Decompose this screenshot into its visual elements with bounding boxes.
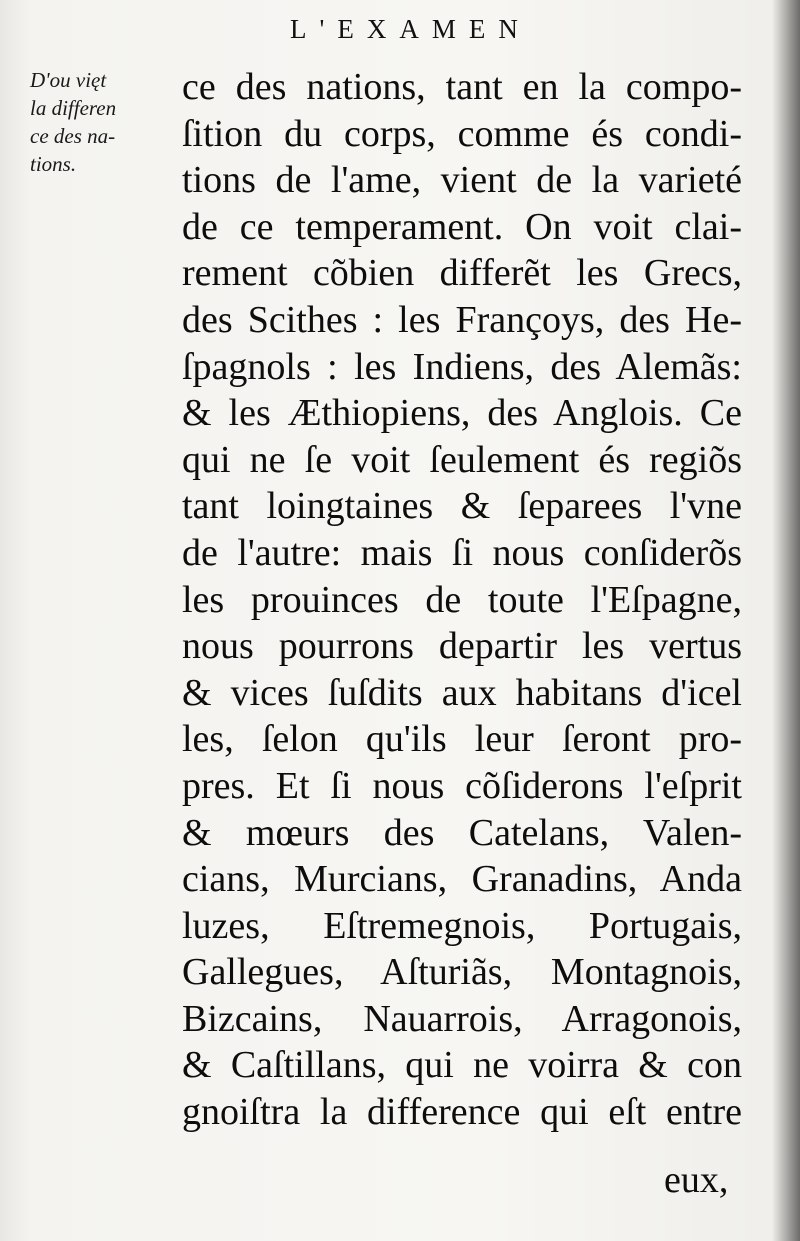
text-line: de ce temperament. On voit clai- xyxy=(182,205,742,248)
text-line: ſpagnols : les Indiens, des Alemãs: xyxy=(182,345,742,388)
running-head: L'EXAMEN xyxy=(290,14,531,44)
text-line: les, ſelon qu'ils leur ſeront pro- xyxy=(182,718,742,761)
text-line: gnoiſtra la difference qui eſt entre xyxy=(182,1091,742,1134)
text-line: & Caſtillans, qui ne voirra & con xyxy=(182,1044,742,1087)
text-line: rement cõbien differẽt les Grecs, xyxy=(182,252,742,295)
text-line: & les Æthiopiens, des Anglois. Ce xyxy=(182,392,742,435)
text-line: Gallegues, Aſturiãs, Montagnois, xyxy=(182,951,742,994)
text-line: qui ne ſe voit ſeulement és regiõs xyxy=(182,438,742,481)
page-edge-shadow xyxy=(772,0,800,1241)
text-line: cians, Murcians, Granadins, Anda xyxy=(182,858,742,901)
margin-note xyxy=(30,66,180,178)
text-line: ce des nations, tant en la compo- xyxy=(182,66,742,108)
text-line: luzes, Eſtremegnois, Portugais, xyxy=(182,904,742,947)
text-line: tant loingtaines & ſeparees l'vne xyxy=(182,485,742,528)
margin-note-line: tions. xyxy=(30,152,77,176)
text-line: tions de l'ame, vient de la varieté xyxy=(182,159,742,202)
text-line: des Scithes : les Françoys, des He- xyxy=(182,298,742,341)
text-line: pres. Et ſi nous cõſiderons l'eſprit xyxy=(182,764,742,807)
margin-note-line: D'ou vięt xyxy=(30,68,107,92)
body-text xyxy=(182,64,742,1136)
text-line: les prouinces de toute l'Eſpagne, xyxy=(182,578,742,621)
catchword: eux, xyxy=(664,1159,729,1201)
text-line: nous pourrons departir les vertus xyxy=(182,625,742,668)
text-line: & mœurs des Catelans, Valen- xyxy=(182,811,742,854)
text-line: de l'autre: mais ſi nous conſiderõs xyxy=(182,531,742,574)
text-line: ſition du corps, comme és condi- xyxy=(182,112,742,155)
text-line: & vices ſuſdits aux habitans d'icel xyxy=(182,671,742,714)
margin-note-line: ce des na- xyxy=(30,124,116,148)
text-line: Bizcains, Nauarrois, Arragonois, xyxy=(182,997,742,1040)
margin-note-line: la differen xyxy=(30,96,117,120)
